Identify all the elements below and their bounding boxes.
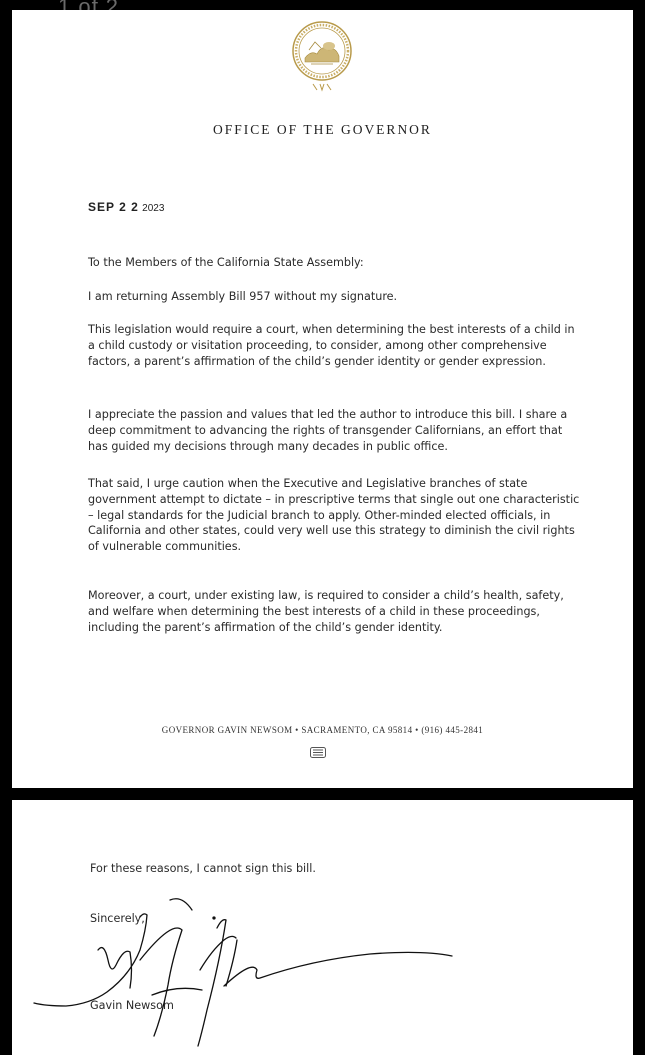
- letter-paragraph: That said, I urge caution when the Executive and Legislative branches of state government attempt to dictate – in prescriptive terms that single out one characteristic – legal standards for the Judicial branch to apply. Other-minded elected officials, in California and other states, could very well use this strategy to diminish the civil rights of vulnerable communities.: [88, 477, 580, 554]
- letter-paragraph: I appreciate the passion and values that led the author to introduce this bill. I share a deep commitment to advancing the rights of transgender Californians, an effort that has guided my decisions through many decades in public office.: [88, 408, 568, 453]
- letter-paragraph: This legislation would require a court, when determining the best interests of a child in a child custody or visitation proceeding, to consider, among other comprehensive factors, a parent’s affirmation of the child’s gender identity or gender expression.: [88, 323, 575, 368]
- letter-date: [88, 200, 164, 214]
- letterhead-footer: GOVERNOR GAVIN NEWSOM • SACRAMENTO, CA 95814 • (916) 445-2841: [161, 725, 484, 735]
- sign-off: Sincerely,: [90, 912, 145, 925]
- date-year: 2023: [142, 203, 165, 214]
- letter-paragraph: I am returning Assembly Bill 957 without my signature.: [88, 290, 398, 303]
- closing-line: For these reasons, I cannot sign this bill.: [90, 862, 316, 875]
- office-title: OFFICE OF THE GOVERNOR: [213, 122, 432, 137]
- letter-page-1: [12, 10, 633, 788]
- letter-paragraph: Moreover, a court, under existing law, is required to consider a child’s health, safety, and welfare when determining the best interests of a child in these proceedings, including the parent’s affirmation of the child’s gender identity.: [88, 589, 564, 634]
- letter-page-2: [12, 800, 633, 1055]
- date-month-day: SEP 2 2: [88, 200, 139, 214]
- signer-name: Gavin Newsom: [90, 999, 174, 1012]
- letter-greeting: To the Members of the California State Assembly:: [88, 256, 364, 269]
- recycled-paper-icon: [310, 747, 326, 758]
- handwritten-signature: [12, 800, 633, 1055]
- state-seal-icon: [291, 20, 353, 98]
